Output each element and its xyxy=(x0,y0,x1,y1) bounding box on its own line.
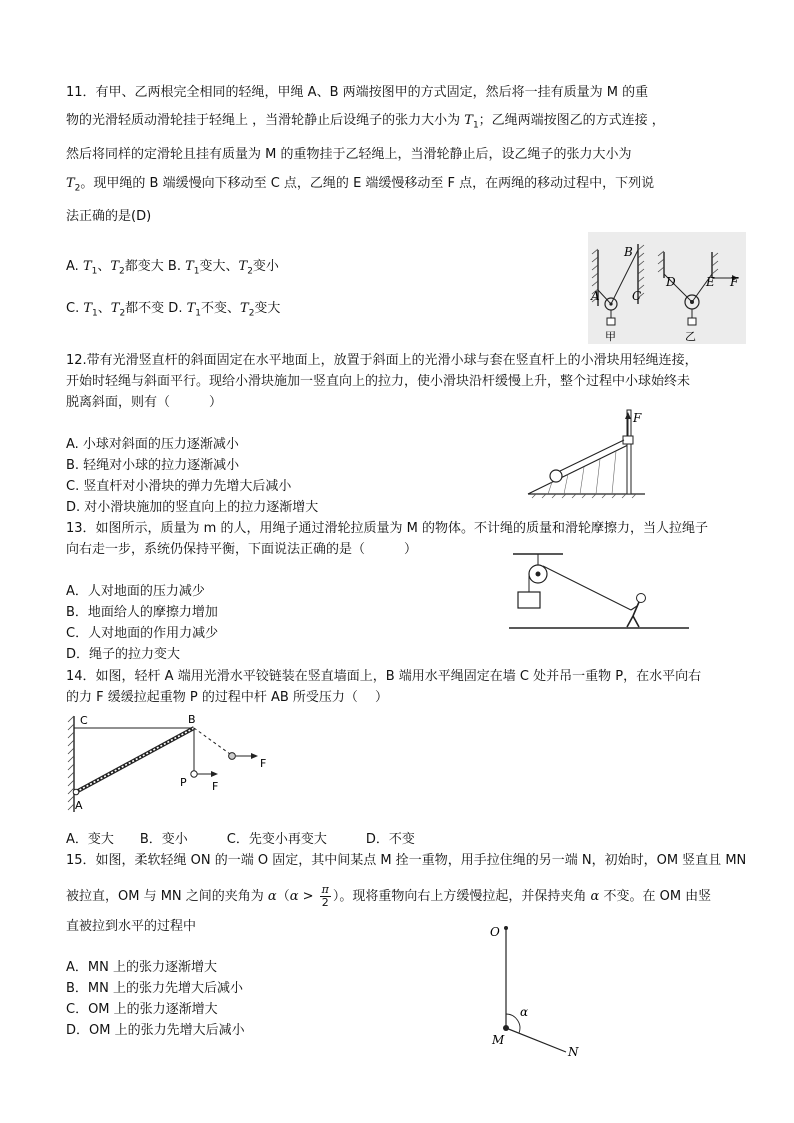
q11-label-b: B xyxy=(624,245,633,259)
q12-stem-line-2: 开始时轻绳与斜面平行。现给小滑块施加一竖直向上的拉力，使小滑块沿杆缓慢上升，整个过程中小球始终未 xyxy=(66,374,691,389)
q15-option-a: A．MN 上的张力逐渐增大 xyxy=(66,960,217,975)
q11-label-c: C xyxy=(632,289,642,303)
q11-option-ab: A. $T_1$、$T_2$都变大 B. $T_1$变大、$T_2$变小 xyxy=(66,259,279,277)
q14-figure xyxy=(66,712,276,828)
q12-option-b: B. 轻绳对小球的拉力逐渐减小 xyxy=(66,458,240,473)
q11-stem-line-1: 11．有甲、乙两根完全相同的轻绳，甲绳 A、B 两端按图甲的方式固定，然后将一挂有质量为 M 的重 xyxy=(66,85,649,100)
q13-option-a: A．人对地面的压力减少 xyxy=(66,584,205,599)
q15-label-o: O xyxy=(490,925,500,939)
q11-label-e: E xyxy=(706,275,715,289)
q11-label-yi: 乙 xyxy=(685,330,696,343)
q14-label-f2: F xyxy=(260,757,267,770)
q14-stem-line-1: 14．如图，轻杆 A 端用光滑水平铰链装在竖直墙面上，B 端用水平绳固定在墙 C 处并吊一重物 P，在水平向右 xyxy=(66,669,702,684)
q11-label-f: F xyxy=(730,275,739,289)
q15-stem-line-2: 被拉直，OM 与 MN 之间的夹角为 α（α > $\frac{\pi}{2}$ ）。现将重物向右上方缓慢拉起，并保持夹角 α 不变。在 OM 由竖 xyxy=(66,883,712,909)
q12-option-c: C. 竖直杆对小滑块的弹力先增大后减小 xyxy=(66,479,292,494)
q14-label-b: B xyxy=(188,713,196,726)
q11-label-jia: 甲 xyxy=(605,330,616,343)
q12-option-d: D. 对小滑块施加的竖直向上的拉力逐渐增大 xyxy=(66,500,319,515)
q13-option-b: B．地面给人的摩擦力增加 xyxy=(66,605,218,620)
q13-figure xyxy=(505,548,695,634)
q15-stem-line-3: 直被拉到水平的过程中 xyxy=(66,919,197,934)
q12-option-a: A. 小球对斜面的压力逐渐减小 xyxy=(66,437,239,452)
q14-label-p: P xyxy=(180,776,187,789)
q11-stem-line-3: 然后将同样的定滑轮且挂有质量为 M 的重物挂于乙轻绳上，当滑轮静止后，设乙绳子的张力大小为 xyxy=(66,147,632,162)
q13-option-d: D．绳子的拉力变大 xyxy=(66,647,181,662)
q15-stem-line-1: 15．如图，柔软轻绳 ON 的一端 O 固定，其中间某点 M 拴一重物，用手拉住绳的另一端 N，初始时，OM 竖直且 MN xyxy=(66,853,747,868)
q11-option-cd: C. $T_1$、$T_2$都不变 D. $T_1$不变、$T_2$变大 xyxy=(66,301,281,319)
q12-figure xyxy=(520,408,650,500)
q15-option-d: D．OM 上的张力先增大后减小 xyxy=(66,1023,245,1038)
q15-label-alpha: α xyxy=(520,1005,529,1019)
q14-label-a: A xyxy=(75,799,83,812)
q14-label-c: C xyxy=(80,714,88,727)
q12-label-f: F xyxy=(633,411,642,425)
q14-options: A．变大 B．变小 C．先变小再变大 D．不变 xyxy=(66,832,415,847)
q15-label-m: M xyxy=(492,1033,505,1047)
q15-option-b: B．MN 上的张力先增大后减小 xyxy=(66,981,243,996)
q13-stem-line-1: 13．如图所示，质量为 m 的人，用绳子通过滑轮拉质量为 M 的物体。不计绳的质量和滑轮摩擦力，当人拉绳子 xyxy=(66,521,708,536)
q15-option-c: C．OM 上的张力逐渐增大 xyxy=(66,1002,218,1017)
q13-option-c: C．人对地面的作用力减少 xyxy=(66,626,219,641)
q11-figure xyxy=(588,232,746,344)
q11-stem-line-5: 法正确的是(D) xyxy=(66,209,152,224)
q11-stem-line-2: 物的光滑轻质动滑轮挂于轻绳上 ，当滑轮静止后设绳子的张力大小为 $T_1$；乙绳两端按图乙的方式连接 ， xyxy=(66,113,665,131)
pi-over-two: $\frac{\pi}{2}$ xyxy=(321,883,329,909)
q12-stem-line-3: 脱离斜面，则有（ ） xyxy=(66,395,223,410)
q12-stem-line-1: 12.带有光滑竖直杆的斜面固定在水平地面上，放置于斜面上的光滑小球与套在竖直杆上的小滑块用轻绳连接， xyxy=(66,353,698,368)
q15-figure xyxy=(484,916,594,1066)
q11-label-d: D xyxy=(666,275,676,289)
q13-stem-line-2: 向右走一步，系统仍保持平衡，下面说法正确的是（ ） xyxy=(66,542,418,557)
q11-stem-line-4: $T_2$。现甲绳的 B 端缓慢向下移动至 C 点，乙绳的 E 端缓慢移动至 F 点，在两绳的移动过程中，下列说 xyxy=(66,176,655,194)
q14-label-f1: F xyxy=(212,780,219,793)
q15-label-n: N xyxy=(568,1045,579,1059)
q14-stem-line-2: 的力 F 缓缓拉起重物 P 的过程中杆 AB 所受压力（ ） xyxy=(66,690,389,705)
q11-label-a: A xyxy=(591,289,600,303)
